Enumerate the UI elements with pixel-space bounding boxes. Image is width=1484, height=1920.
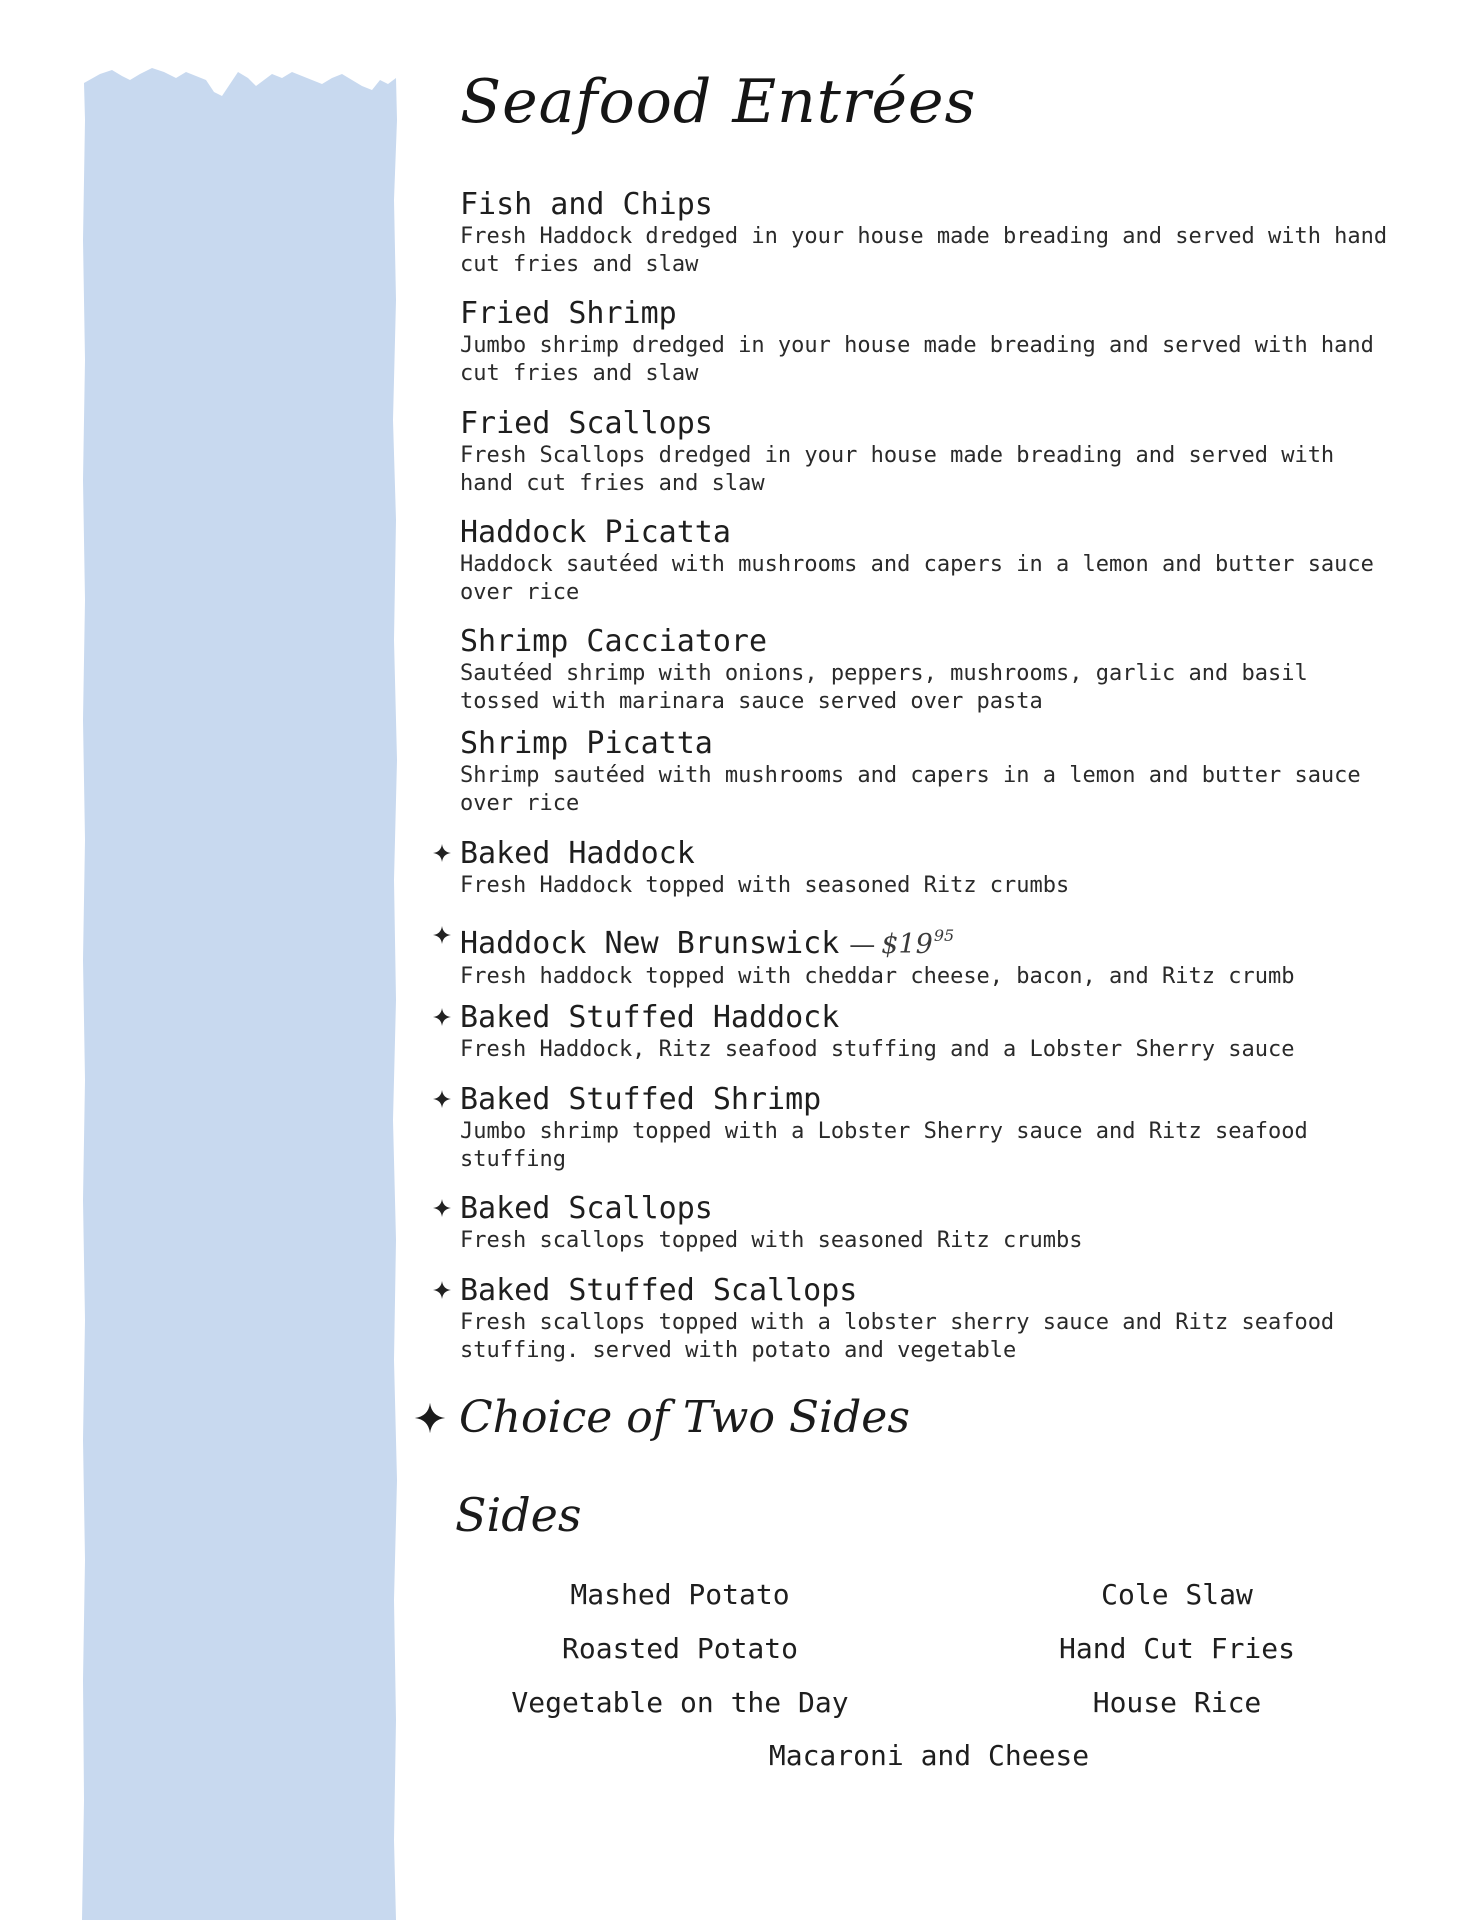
four-point-star-icon <box>432 1198 452 1218</box>
menu-item-haddock-picatta <box>460 515 1400 607</box>
menu-item-name: Baked Stuffed Shrimp <box>460 1082 822 1117</box>
menu-item-baked-scallops <box>460 1191 1400 1255</box>
menu-item-name: Haddock New Brunswick <box>460 926 840 961</box>
menu-item-fried-shrimp <box>460 296 1400 388</box>
price-separator: — <box>849 930 876 960</box>
menu-item-name-row <box>460 918 1400 963</box>
sides-heading: Sides <box>455 1488 582 1542</box>
menu-item-description: Sautéed shrimp with onions, peppers, mushrooms, garlic and basil tossed with marinara sauce served over pasta <box>460 661 1308 714</box>
menu-item-description: Fresh Haddock topped with seasoned Ritz crumbs <box>460 873 1070 898</box>
side-item-macaroni-and-cheese: Macaroni and Cheese <box>768 1739 1090 1772</box>
menu-item-name: Baked Stuffed Scallops <box>460 1273 858 1308</box>
menu-item-name: Baked Haddock <box>460 836 695 871</box>
menu-item-price <box>881 926 955 960</box>
menu-item-baked-haddock <box>460 836 1400 900</box>
menu-item-shrimp-cacciatore <box>460 624 1400 716</box>
side-item-hand-cut-fries: Hand Cut Fries <box>1058 1632 1296 1665</box>
side-item-roasted-potato: Roasted Potato <box>561 1632 799 1665</box>
side-item-cole-slaw: Cole Slaw <box>1101 1578 1253 1611</box>
four-point-star-icon <box>432 1007 452 1027</box>
choice-of-sides-text: Choice of Two Sides <box>459 1392 910 1443</box>
menu-item-haddock-new-brunswick <box>460 918 1400 991</box>
menu-item-description: Jumbo shrimp topped with a Lobster Sherry sauce and Ritz seafood stuffing <box>460 1119 1308 1172</box>
four-point-star-icon <box>432 925 452 945</box>
menu-item-name: Shrimp Cacciatore <box>460 624 768 659</box>
side-item-house-rice: House Rice <box>1092 1686 1262 1719</box>
page-title: Seafood Entrées <box>460 67 977 137</box>
four-point-star-icon <box>414 1402 446 1434</box>
menu-item-baked-stuffed-shrimp <box>460 1082 1400 1174</box>
menu-item-description: Fresh haddock topped with cheddar cheese, bacon, and Ritz crumb <box>460 964 1295 989</box>
menu-item-description: Shrimp sautéed with mushrooms and capers in a lemon and butter sauce over rice <box>460 763 1361 816</box>
menu-item-description: Jumbo shrimp dredged in your house made breading and served with hand cut fries and slaw <box>460 333 1374 386</box>
menu-item-baked-stuffed-haddock <box>460 1000 1400 1064</box>
four-point-star-icon <box>432 1089 452 1109</box>
menu-item-description: Fresh scallops topped with a lobster sherry sauce and Ritz seafood stuffing. served with potato and vegetable <box>460 1310 1335 1363</box>
menu-item-name: Fried Shrimp <box>460 296 677 331</box>
menu-item-name: Haddock Picatta <box>460 515 731 550</box>
menu-item-name: Fried Scallops <box>460 406 713 441</box>
side-item-vegetable-of-the-day: Vegetable on the Day <box>511 1686 849 1719</box>
menu-item-name: Baked Stuffed Haddock <box>460 1000 840 1035</box>
price-dollars: $19 <box>881 929 933 960</box>
menu-content <box>455 0 1420 1920</box>
menu-item-name: Baked Scallops <box>460 1191 713 1226</box>
menu-item-name: Fish and Chips <box>460 187 713 222</box>
menu-item-fish-and-chips <box>460 187 1400 279</box>
menu-item-description: Fresh Scallops dredged in your house made breading and served with hand cut fries and slaw <box>460 443 1335 496</box>
menu-item-shrimp-picatta <box>460 726 1400 818</box>
side-item-mashed-potato: Mashed Potato <box>570 1578 790 1611</box>
menu-item-description: Fresh scallops topped with seasoned Ritz crumbs <box>460 1228 1083 1253</box>
menu-item-description: Fresh Haddock dredged in your house made breading and served with hand cut fries and slaw <box>460 224 1388 277</box>
menu-item-description: Haddock sautéed with mushrooms and capers in a lemon and butter sauce over rice <box>460 552 1374 605</box>
price-cents: 95 <box>933 926 955 945</box>
four-point-star-icon <box>432 1280 452 1300</box>
four-point-star-icon <box>432 843 452 863</box>
menu-item-name: Shrimp Picatta <box>460 726 713 761</box>
menu-item-baked-stuffed-scallops <box>460 1273 1400 1365</box>
menu-item-fried-scallops <box>460 406 1400 498</box>
menu-item-description: Fresh Haddock, Ritz seafood stuffing and a Lobster Sherry sauce <box>460 1037 1295 1062</box>
